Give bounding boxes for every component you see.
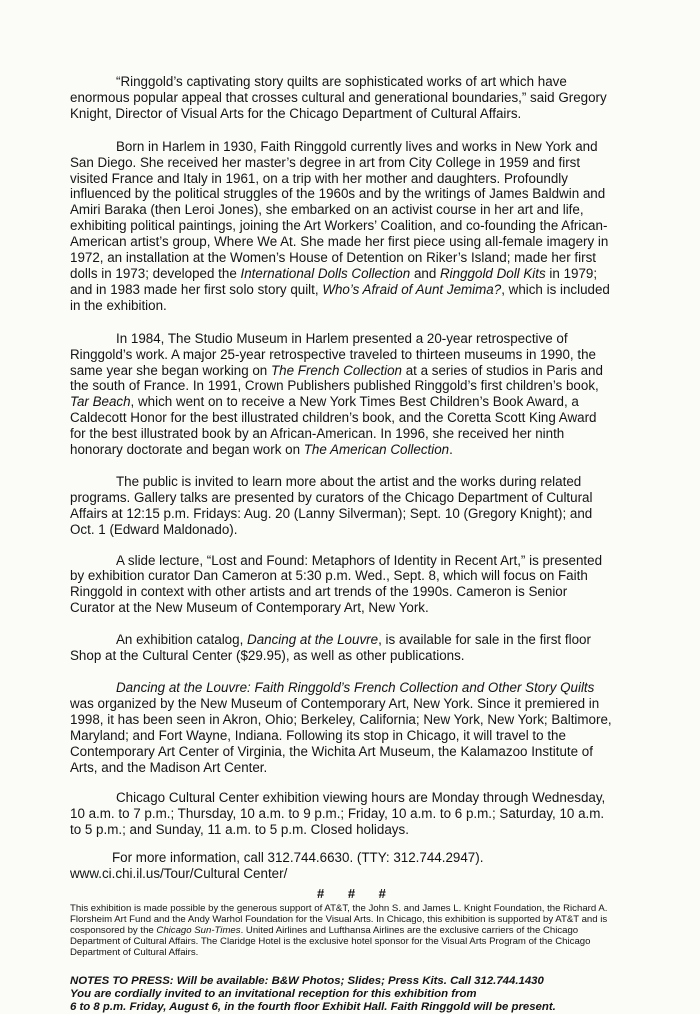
paragraph-quote	[70, 74, 615, 122]
slide-lecture-text: A slide lecture, “Lost and Found: Metaphors of Identity in Recent Art,” is presented by exhibition curator Dan Cameron at 5:30 p.m. Wed., Sept. 8, which will focus on Faith Ringgold in context with other artists and art trends of the 1990s. Cameron is Senior Curator at the New Museum of Contemporary Art, New York.	[70, 552, 603, 616]
retro-text-a: In 1984, The Studio Museum in Harlem presented a 20-year retrospective of Ringgold’s work. A major 25-year retrospective traveled to thirteen museums in 1990, the same year she began working on	[70, 330, 596, 378]
contact-line: For more information, call 312.744.6630. (TTY: 312.744.2947).	[112, 850, 484, 866]
title-international-dolls: International Dolls Collection	[240, 265, 411, 281]
tour-text: was organized by the New Museum of Contemporary Art, New York. Since it premiered in 1998, it has been seen in Akron, Ohio; Berkeley, California; New York, New York; Baltimore, Maryland; and Fort Wayne, Indiana. Following its stop in Chicago, it will travel to the Contemporary Art Center of Virginia, the Wichita Art Museum, the Kalamazoo Institute of Arts, and the Madison Art Center.	[70, 695, 612, 775]
title-dancing-louvre: Dancing at the Louvre	[247, 632, 379, 648]
sponsor-fine-print	[70, 903, 618, 958]
website-url: www.ci.chi.il.us/Tour/Cultural Center/	[70, 866, 288, 882]
notes-line-2: You are cordially invited to an invitational reception for this exhibition from	[70, 987, 477, 1000]
bio-text-d: , which is included in the exhibition.	[70, 281, 610, 313]
title-american-collection: The American Collection	[303, 442, 450, 458]
sponsor-text-b: . United Airlines and Lufthansa Airlines are the exclusive carriers of the Chicago Department of Cultural Affairs. The Claridge Hotel is the exclusive hotel sponsor for the Visual Arts Program of the Chicago Department of Cultural Affairs.	[70, 924, 591, 958]
gallery-talks-text: The public is invited to learn more about the artist and the works during related programs. Gallery talks are presented by curators of the Chicago Department of Cultural Affairs at 12:15 p.m. Fridays: Aug. 20 (Lanny Silverman); Sept. 10 (Gregory Knight); and Oct. 1 (Edward Maldonado).	[70, 473, 593, 537]
catalog-text-a: An exhibition catalog,	[116, 632, 248, 648]
title-aunt-jemima: Who’s Afraid of Aunt Jemima?	[322, 281, 502, 297]
notes-line-1: NOTES TO PRESS: Will be available: B&W Photos; Slides; Press Kits. Call 312.744.1430	[70, 974, 544, 987]
sponsor-text-a: This exhibition is made possible by the generous support of AT&T, the John S. and James L. Knight Foundation, the Richard A. Florsheim Art Fund and the Andy Warhol Foundation for the Visual Arts. In Chicago, this exhibition is supported by AT&T and is cosponsored by the	[70, 902, 608, 936]
title-doll-kits: Ringgold Doll Kits	[440, 265, 546, 281]
notes-line-3: 6 to 8 p.m. Friday, August 6, in the fourth floor Exhibit Hall. Faith Ringgold will be present.	[70, 1000, 556, 1013]
sponsor-sun-times: Chicago Sun-Times	[156, 924, 241, 936]
paragraph-hours	[70, 790, 615, 838]
notes-to-press	[70, 975, 615, 1014]
bio-text-c: in 1979; and in 1983 made her first solo story quilt,	[70, 265, 598, 297]
paragraph-tour	[70, 680, 615, 775]
retro-text-d: .	[449, 442, 453, 458]
paragraph-biography	[70, 139, 615, 314]
paragraph-gallery-talks	[70, 474, 615, 538]
end-marks: # # #	[317, 885, 396, 901]
paragraph-slide-lecture	[70, 553, 615, 617]
catalog-text-b: , is available for sale in the first floor Shop at the Cultural Center ($29.95), as well as other publications.	[70, 632, 591, 664]
retro-text-c: , which went on to receive a New York Times Best Children’s Book Award, a Caldecott Honor for the best illustrated children’s book, and the Coretta Scott King Award for the best illustrated book by an African-American. In 1996, she received her ninth honorary doctorate and began work on	[70, 394, 597, 458]
paragraph-retrospectives	[70, 331, 615, 458]
bio-text-b: and	[410, 265, 441, 281]
hours-text: Chicago Cultural Center exhibition viewing hours are Monday through Wednesday, 10 a.m. to 7 p.m.; Thursday, 10 a.m. to 9 p.m.; Friday, 10 a.m. to 6 p.m.; Saturday, 10 a.m. to 5 p.m.; and Sunday, 11 a.m. to 5 p.m. Closed holidays.	[70, 790, 606, 838]
title-exhibition-full: Dancing at the Louvre: Faith Ringgold’s French Collection and Other Story Quilts	[116, 680, 595, 695]
quote-text: “Ringgold’s captivating story quilts are sophisticated works of art which have enormous popular appeal that crosses cultural and generational boundaries,” said Gregory Knight, Director of Visual Arts for the Chicago Department of Cultural Affairs.	[70, 74, 607, 121]
paragraph-catalog	[70, 632, 615, 664]
retro-text-b: at a series of studios in Paris and the south of France. In 1991, Crown Publishers published Ringgold’s first children’s book,	[70, 362, 603, 394]
title-tar-beach: Tar Beach	[70, 394, 131, 410]
bio-text-a: Born in Harlem in 1930, Faith Ringgold currently lives and works in New York and San Diego. She received her master’s degree in art from City College in 1959 and first visited France and Italy in 1961, on a trip with her mother and daughters. Profoundly influenced by the political struggles of the 1960s and by the writings of James Baldwin and Amiri Baraka (then Leroi Jones), she embarked on an activist course in her art and life, exhibiting political paintings, joining the Art Workers’ Coalition, and co-founding the African-American artist’s group, Where We At. She made her first piece using all-female imagery in 1972, an installation at the Women’s House of Detention on Riker’s Island; made her first dolls in 1973; developed the	[70, 138, 609, 281]
press-release-page	[70, 74, 615, 1014]
title-french-collection: The French Collection	[270, 362, 402, 378]
